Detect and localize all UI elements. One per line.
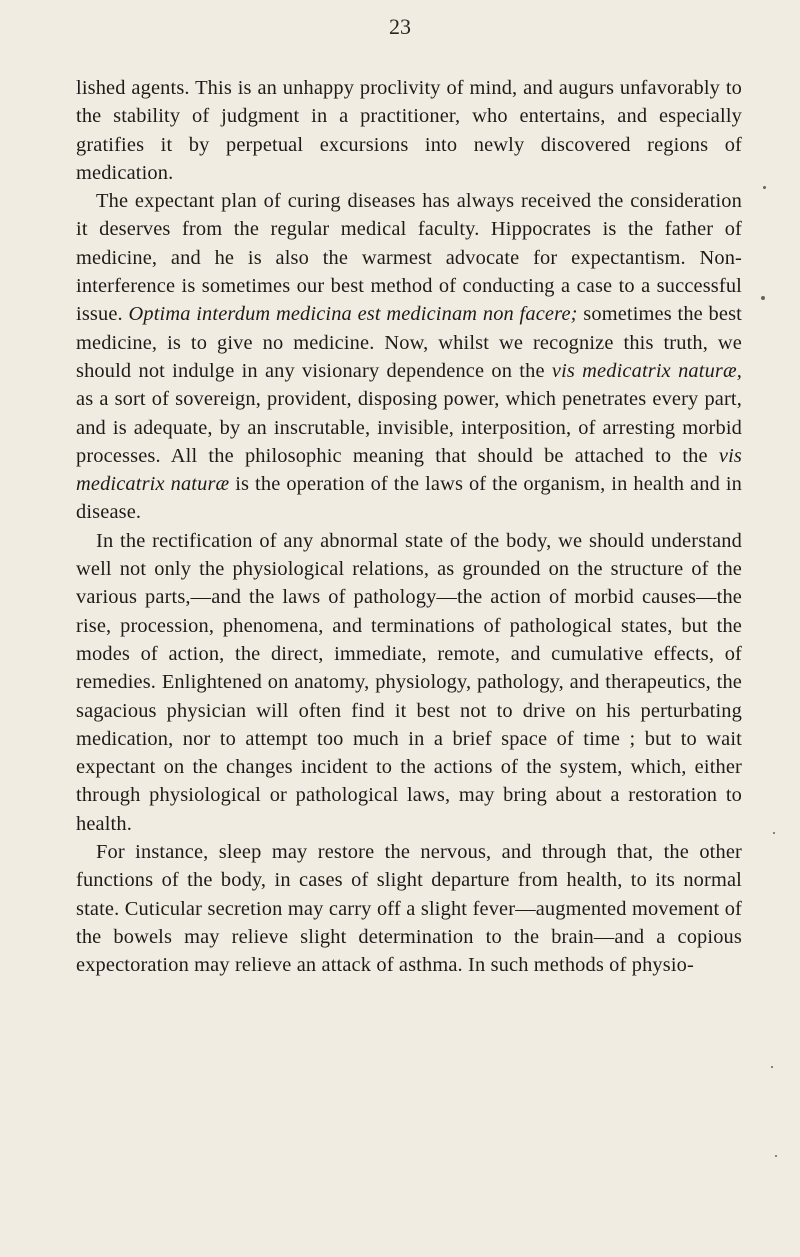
body-text bbox=[76, 74, 742, 980]
paper-speck bbox=[761, 296, 765, 300]
paper-speck bbox=[773, 832, 775, 834]
page-number: 23 bbox=[389, 14, 411, 39]
paper-speck bbox=[763, 186, 766, 189]
text-run: as a sort of sovereign, provident, disposing power, which penetrates every part, and is adequate, by an inscrutable, invisible, interposition, of arresting morbid processes. All the philosophic meaning that should be attached to the bbox=[76, 388, 742, 467]
paragraph bbox=[76, 187, 742, 527]
text-run: For instance, sleep may restore the nervous, and through that, the other functions of the body, in cases of slight departure from health, to its normal state. Cuticular secretion may carry off a slight fever—augmented movement of the bowels may relieve slight determination to the brain—and a copious expectoration may relieve an attack of asthma. In such methods of physio- bbox=[76, 841, 742, 977]
text-run: lished agents. This is an unhappy proclivity of mind, and augurs unfavorably to the stability of judgment in a practitioner, who entertains, and especially gratifies it by perpetual excursions into newly discovered regions of medication. bbox=[76, 77, 742, 184]
latin-phrase: vis medicatrix naturæ, bbox=[551, 359, 743, 382]
paragraph bbox=[76, 74, 742, 187]
text-run: The expectant plan of curing diseases has always received the consideration it deserves from the regular medical faculty. Hippocrates is the father of medicine, and he is also the warmest advocate for expectantism. Non-interference is sometimes our best method of conducting a case to a successful issue. bbox=[76, 190, 742, 326]
paragraph bbox=[76, 838, 742, 979]
latin-phrase: Optima interdum medicina est medicinam non facere; bbox=[128, 303, 578, 326]
paragraph bbox=[76, 527, 742, 838]
text-run: In the rectification of any abnormal state of the body, we should understand well not only the physiological relations, as grounded on the structure of the various parts,—and the laws of pathology—the action of morbid causes—the rise, procession, phenomena, and terminations of pathological states, but the modes of action, the direct, immediate, remote, and cumulative effects, of remedies. Enlightened on anatomy, physiology, pathology, and therapeutics, the sagacious physician will often find it best not to drive on his perturbating medication, nor to attempt too much in a brief space of time ; but to wait expectant on the changes incident to the actions of the system, which, either through physiological or pathological laws, may bring about a restoration to health. bbox=[76, 529, 742, 835]
paper-speck bbox=[775, 1155, 777, 1157]
text-run: is the operation of the laws of the organism, in health and in disease. bbox=[76, 473, 742, 524]
paper-speck bbox=[771, 1066, 773, 1068]
latin-phrase: vis medicatrix naturæ bbox=[76, 444, 742, 496]
text-run: sometimes the best medicine, is to give no medicine. Now, whilst we recognize this truth, we should not indulge in any visionary dependence on the bbox=[76, 303, 742, 382]
